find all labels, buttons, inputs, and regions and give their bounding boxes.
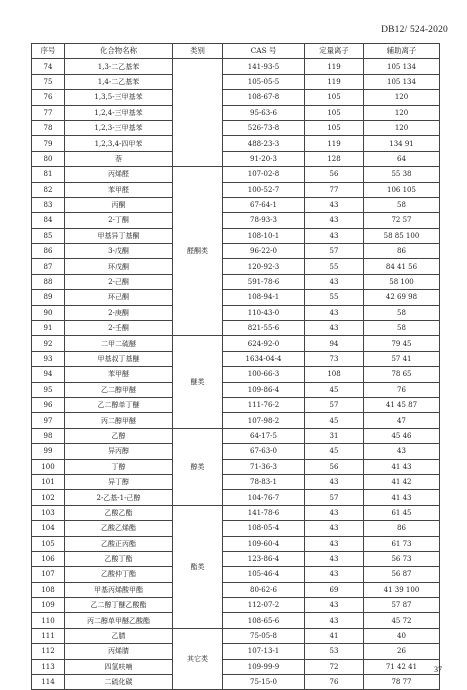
table-row [32,382,440,397]
quant-ion: 77 [305,182,364,197]
compound-name: 1,2,3-三甲基苯 [65,120,173,135]
row-number: 101 [32,474,65,489]
compound-name: 1,4-二乙基苯 [65,74,173,89]
table-row [32,136,440,151]
cas-number: 107-02-8 [223,167,305,182]
aux-ions: 78 77 [364,675,440,690]
compound-name: 丁醇 [65,459,173,474]
table-row [32,105,440,120]
quant-ion: 105 [305,105,364,120]
table-row [32,367,440,382]
cas-number: 108-65-6 [223,613,305,628]
compound-name: 乙酸正丙酯 [65,536,173,551]
quant-ion: 69 [305,582,364,597]
aux-ions: 58 100 [364,274,440,289]
row-number: 114 [32,675,65,690]
row-number: 77 [32,105,65,120]
cas-number: 75-05-8 [223,628,305,643]
compound-name: 甲基丙烯酸甲酯 [65,582,173,597]
quant-ion: 56 [305,167,364,182]
table-row [32,290,440,305]
compound-name: 苯甲醛 [65,182,173,197]
cas-number: 67-63-0 [223,444,305,459]
cas-number: 624-92-0 [223,336,305,351]
row-number: 104 [32,521,65,536]
table-row [32,505,440,520]
row-number: 93 [32,351,65,366]
row-number: 81 [32,167,65,182]
row-number: 86 [32,244,65,259]
aux-ions: 120 [364,105,440,120]
aux-ions: 120 [364,120,440,135]
table-row [32,551,440,566]
quant-ion: 128 [305,151,364,166]
cas-number: 108-94-1 [223,290,305,305]
quant-ion: 43 [305,305,364,320]
row-number: 106 [32,551,65,566]
table-row [32,598,440,613]
cas-number: 67-64-1 [223,197,305,212]
aux-ions: 47 [364,413,440,428]
aux-ions: 43 [364,444,440,459]
compound-name: 丙二醇单甲醚乙酸酯 [65,613,173,628]
quant-ion: 119 [305,74,364,89]
quant-ion: 108 [305,367,364,382]
compound-name: 1,3-二乙基苯 [65,59,173,74]
compound-name: 二甲二硫醚 [65,336,173,351]
aux-ions: 134 91 [364,136,440,151]
aux-ions: 58 85 100 [364,228,440,243]
aux-ions: 61 45 [364,505,440,520]
quant-ion: 43 [305,551,364,566]
row-number: 111 [32,628,65,643]
aux-ions: 76 [364,382,440,397]
table-row [32,490,440,505]
table-row [32,197,440,212]
table-row [32,74,440,89]
aux-ions: 120 [364,90,440,105]
quant-ion: 43 [305,598,364,613]
row-number: 87 [32,259,65,274]
row-number: 91 [32,321,65,336]
cas-number: 1634-04-4 [223,351,305,366]
category-cell: 醚类 [173,336,223,428]
cas-number: 141-78-6 [223,505,305,520]
row-number: 96 [32,397,65,412]
table-row [32,244,440,259]
compound-name: 丙酮 [65,197,173,212]
compound-name: 乙酸乙酯 [65,505,173,520]
table-row [32,613,440,628]
table-row [32,474,440,489]
aux-ions: 58 [364,305,440,320]
cas-number: 108-10-1 [223,228,305,243]
aux-ions: 78 65 [364,367,440,382]
compound-name: 1,3,5-三甲基苯 [65,90,173,105]
table-row [32,167,440,182]
compound-name: 丙烯醛 [65,167,173,182]
row-number: 103 [32,505,65,520]
aux-ions: 42 69 98 [364,290,440,305]
table-row [32,428,440,443]
aux-ions: 41 39 100 [364,582,440,597]
table-row [32,644,440,659]
quant-ion: 45 [305,382,364,397]
quant-ion: 43 [305,274,364,289]
aux-ions: 26 [364,644,440,659]
quant-ion: 55 [305,290,364,305]
aux-ions: 41 43 [364,459,440,474]
row-number: 112 [32,644,65,659]
table-row [32,521,440,536]
aux-ions: 58 [364,321,440,336]
cas-number: 526-73-8 [223,120,305,135]
aux-ions: 56 87 [364,567,440,582]
table-row [32,413,440,428]
aux-ions: 105 134 [364,59,440,74]
cas-number: 100-66-3 [223,367,305,382]
compound-name: 乙二醇丁醚乙酸酯 [65,598,173,613]
compound-name: 四氢呋喃 [65,659,173,674]
header-cas: CAS 号 [223,44,305,59]
table-row [32,536,440,551]
aux-ions: 106 105 [364,182,440,197]
quant-ion: 41 [305,628,364,643]
aux-ions: 72 57 [364,213,440,228]
quant-ion: 43 [305,505,364,520]
aux-ions: 55 38 [364,167,440,182]
quant-ion: 105 [305,90,364,105]
cas-number: 80-62-6 [223,582,305,597]
quant-ion: 119 [305,59,364,74]
row-number: 83 [32,197,65,212]
row-number: 74 [32,59,65,74]
compound-name: 2-己酮 [65,274,173,289]
header-compound-name: 化合物名称 [65,44,173,59]
quant-ion: 53 [305,644,364,659]
quant-ion: 56 [305,459,364,474]
quant-ion: 119 [305,136,364,151]
compound-name: 环戊酮 [65,259,173,274]
table-row [32,659,440,674]
compound-name: 二硫化碳 [65,675,173,690]
compound-name: 乙酸仲丁酯 [65,567,173,582]
table-row [32,259,440,274]
table-row [32,151,440,166]
quant-ion: 31 [305,428,364,443]
quant-ion: 105 [305,120,364,135]
row-number: 92 [32,336,65,351]
row-number: 107 [32,567,65,582]
compound-name: 萘 [65,151,173,166]
cas-number: 78-93-3 [223,213,305,228]
aux-ions: 86 [364,244,440,259]
aux-ions: 57 41 [364,351,440,366]
table-row [32,628,440,643]
table-body [32,59,440,690]
quant-ion: 76 [305,675,364,690]
compound-name: 3-戊酮 [65,244,173,259]
quant-ion: 45 [305,444,364,459]
quant-ion: 45 [305,413,364,428]
row-number: 113 [32,659,65,674]
cas-number: 108-67-8 [223,90,305,105]
quant-ion: 43 [305,474,364,489]
header-category: 类别 [173,44,223,59]
table-row [32,120,440,135]
table-row [32,182,440,197]
row-number: 88 [32,274,65,289]
cas-number: 488-23-3 [223,136,305,151]
compound-name: 乙二醇单丁醚 [65,397,173,412]
aux-ions: 61 73 [364,536,440,551]
row-number: 78 [32,120,65,135]
table-row [32,90,440,105]
cas-number: 123-86-4 [223,551,305,566]
row-number: 97 [32,413,65,428]
cas-number: 95-63-6 [223,105,305,120]
table-row [32,582,440,597]
compound-name: 丙烯腈 [65,644,173,659]
row-number: 79 [32,136,65,151]
table-row [32,274,440,289]
row-number: 84 [32,213,65,228]
row-number: 80 [32,151,65,166]
category-cell [173,59,223,167]
cas-number: 109-99-9 [223,659,305,674]
row-number: 82 [32,182,65,197]
quant-ion: 73 [305,351,364,366]
compound-name: 乙醇 [65,428,173,443]
aux-ions: 58 [364,197,440,212]
row-number: 94 [32,367,65,382]
cas-number: 821-55-6 [223,321,305,336]
cas-number: 105-05-5 [223,74,305,89]
quant-ion: 43 [305,536,364,551]
row-number: 99 [32,444,65,459]
aux-ions: 41 42 [364,474,440,489]
aux-ions: 84 41 56 [364,259,440,274]
cas-number: 112-07-2 [223,598,305,613]
quant-ion: 94 [305,336,364,351]
row-number: 85 [32,228,65,243]
table-row [32,397,440,412]
compound-name: 苯甲醚 [65,367,173,382]
aux-ions: 40 [364,628,440,643]
row-number: 109 [32,598,65,613]
compound-name: 1,2,4-三甲基苯 [65,105,173,120]
compound-name: 乙二醇甲醚 [65,382,173,397]
header-aux-ion: 辅助离子 [364,44,440,59]
compound-name: 丙二醇甲醚 [65,413,173,428]
aux-ions: 45 72 [364,613,440,628]
compound-name: 1,2,3,4-四甲苯 [65,136,173,151]
cas-number: 141-93-5 [223,59,305,74]
row-number: 98 [32,428,65,443]
quant-ion: 57 [305,244,364,259]
document-code: DB12/ 524-2020 [381,25,448,35]
quant-ion: 43 [305,197,364,212]
quant-ion: 43 [305,567,364,582]
row-number: 110 [32,613,65,628]
cas-number: 104-76-7 [223,490,305,505]
quant-ion: 43 [305,228,364,243]
cas-number: 107-13-1 [223,644,305,659]
table-row [32,351,440,366]
cas-number: 64-17-5 [223,428,305,443]
compound-name: 乙酸乙烯酯 [65,521,173,536]
quant-ion: 43 [305,213,364,228]
cas-number: 96-22-0 [223,244,305,259]
cas-number: 109-86-4 [223,382,305,397]
compound-name: 异丙醇 [65,444,173,459]
row-number: 102 [32,490,65,505]
row-number: 75 [32,74,65,89]
compound-name: 2-丁酮 [65,213,173,228]
cas-number: 107-98-2 [223,413,305,428]
cas-number: 71-36-3 [223,459,305,474]
table-row [32,321,440,336]
quant-ion: 43 [305,321,364,336]
cas-number: 110-43-0 [223,305,305,320]
aux-ions: 41 45 87 [364,397,440,412]
compound-name: 甲基叔丁基醚 [65,351,173,366]
aux-ions: 79 45 [364,336,440,351]
aux-ions: 56 73 [364,551,440,566]
row-number: 90 [32,305,65,320]
row-number: 108 [32,582,65,597]
quant-ion: 72 [305,659,364,674]
row-number: 105 [32,536,65,551]
category-cell: 醛酮类 [173,167,223,336]
table-row [32,336,440,351]
compound-name: 2-庚酮 [65,305,173,320]
cas-number: 75-15-0 [223,675,305,690]
cas-number: 91-20-3 [223,151,305,166]
row-number: 100 [32,459,65,474]
aux-ions: 41 43 [364,490,440,505]
table-row [32,59,440,74]
compound-name: 异丁醇 [65,474,173,489]
cas-number: 591-78-6 [223,274,305,289]
row-number: 76 [32,90,65,105]
aux-ions: 86 [364,521,440,536]
row-number: 89 [32,290,65,305]
compound-name: 甲基异丁基酮 [65,228,173,243]
table-header-row [32,44,440,59]
compound-name: 乙腈 [65,628,173,643]
aux-ions: 105 134 [364,74,440,89]
cas-number: 120-92-3 [223,259,305,274]
compound-name: 2-壬酮 [65,321,173,336]
aux-ions: 71 42 41 [364,659,440,674]
cas-number: 111-76-2 [223,397,305,412]
quant-ion: 43 [305,521,364,536]
aux-ions: 57 87 [364,598,440,613]
table-row [32,444,440,459]
header-no: 序号 [32,44,65,59]
cas-number: 109-60-4 [223,536,305,551]
category-cell: 酯类 [173,505,223,628]
cas-number: 78-83-1 [223,474,305,489]
quant-ion: 55 [305,259,364,274]
row-number: 95 [32,382,65,397]
aux-ions: 45 46 [364,428,440,443]
quant-ion: 43 [305,613,364,628]
compound-table [31,43,440,690]
table-row [32,675,440,690]
quant-ion: 57 [305,490,364,505]
cas-number: 100-52-7 [223,182,305,197]
quant-ion: 57 [305,397,364,412]
aux-ions: 64 [364,151,440,166]
header-quant-ion: 定量离子 [305,44,364,59]
cas-number: 108-05-4 [223,521,305,536]
category-cell: 其它类 [173,628,223,690]
compound-name: 乙酸丁酯 [65,551,173,566]
table-row [32,305,440,320]
compound-name: 2-乙基-1-己醇 [65,490,173,505]
category-cell: 醇类 [173,428,223,505]
cas-number: 105-46-4 [223,567,305,582]
table-row [32,213,440,228]
compound-name: 环己酮 [65,290,173,305]
table-row [32,459,440,474]
table-row [32,567,440,582]
table-row [32,228,440,243]
page-number: 37 [434,665,442,674]
